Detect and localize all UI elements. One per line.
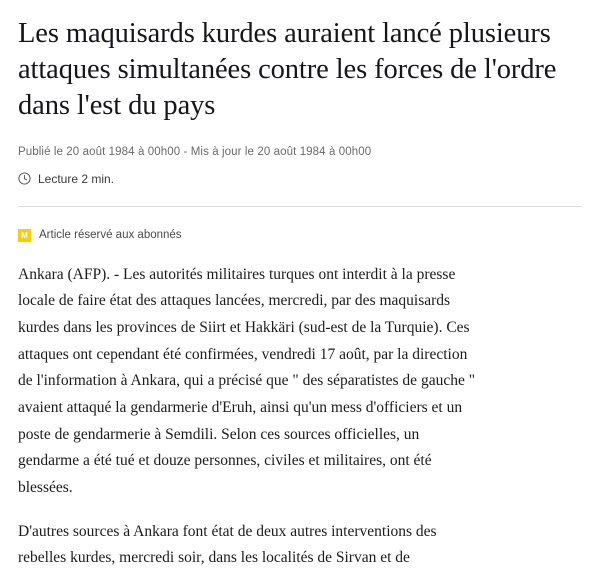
subscriber-label: Article réservé aux abonnés [39,229,182,242]
reading-time-label: Lecture 2 min. [38,171,115,186]
publish-meta: Publié le 20 août 1984 à 00h00 - Mis à jour le 20 août 1984 à 00h00 [18,145,372,158]
reading-time [18,172,582,186]
status-badge: M [18,229,31,242]
clock-icon [18,172,31,185]
divider [18,206,582,207]
paragraph: D'autres sources à Ankara font état de deux autres interventions des rebelles kurdes, mercredi soir, dans les localités de Sirvan et de [18,522,437,567]
subscriber-notice [18,229,582,242]
paragraph: Ankara (AFP). - Les autorités militaires turques ont interdit à la presse locale de faire état des attaques lancées, mercredi, par des maquisards kurdes dans les provinces de Siirt et Hakkäri (sud-est de la Turquie). Ces attaques ont cependant été confirmées, vendredi 17 août, par la direction de l'information à Ankara, qui a précisé que " des séparatistes de gauche " avaient attaqué la gendarmerie d'Eruh, ainsi qu'un mess d'officiers et un poste de gendarmerie à Semdili. Selon ces sources officielles, un gendarme a été tué et douze personnes, civiles et militaires, ont été blessées. [18,265,476,496]
article-body [18,262,582,572]
page-title: Les maquisards kurdes auraient lancé plusieurs attaques simultanées contre les forces de l'ordre dans l'est du pays [18,18,557,121]
